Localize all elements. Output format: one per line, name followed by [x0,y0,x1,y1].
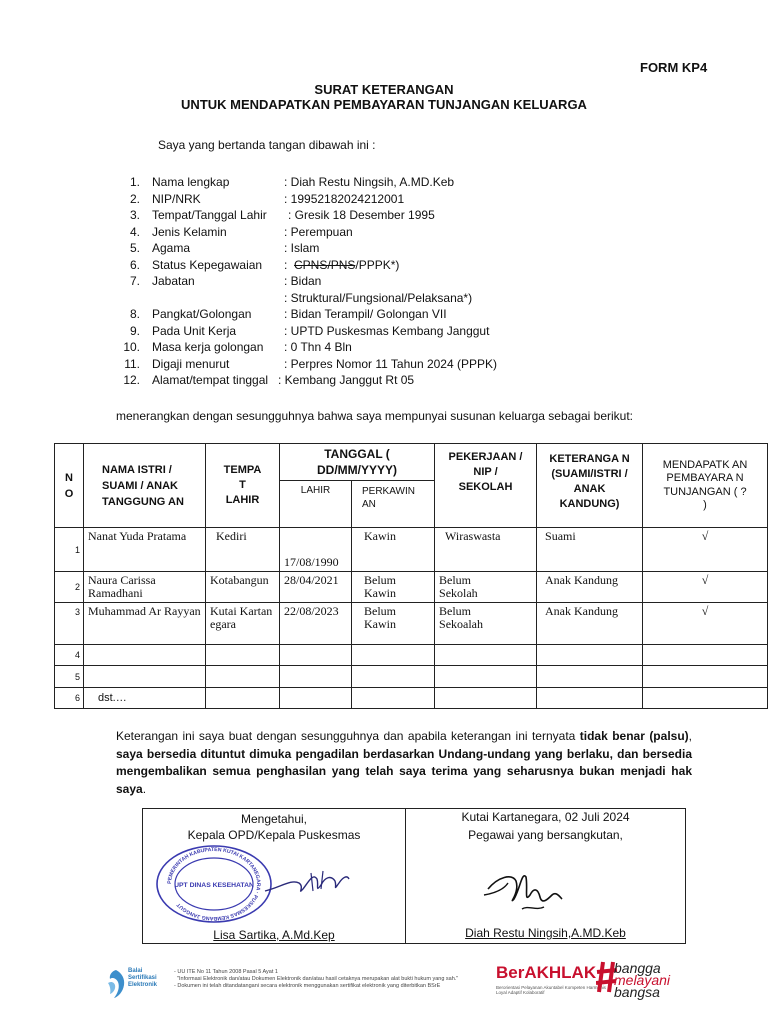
header-name: NAMA ISTRI / SUAMI / ANAK TANGGUNG AN [84,444,206,528]
identity-row [118,273,678,290]
place-date: Kutai Kartanegara, 02 Juli 2024 [461,810,630,824]
identity-label: Digaji menurut [152,356,230,371]
closing-text: . [142,781,147,796]
stamp-center-text: UPT DINAS KESEHATAN [174,882,254,889]
empty-cell [84,645,206,666]
identity-value: : Struktural/Fungsional/Pelaksana*) [284,290,473,305]
identity-number: 11. [124,356,140,371]
empty-cell [643,688,768,709]
status-selected-option: /PPPK*) [355,257,400,272]
member-birth-date: 22/08/2023 [280,603,352,645]
identity-value: : Gresik 18 Desember 1995 [288,208,435,222]
identity-value: : 0 Thn 4 Bln [284,340,352,354]
acknowledged-label: Mengetahui, [240,812,308,826]
header-allowance: MENDAPATK AN PEMBAYARA N TUNJANGAN ( ? ) [643,444,768,528]
status-prefix: : [284,257,295,272]
empty-cell [352,666,435,688]
identity-value: : Bidan [284,274,322,288]
row-number: 1 [55,528,84,572]
member-allowance-check: √ [643,528,768,572]
footer-note: - Dokumen ini telah ditandatangani secara elektronik menggunakan sertifikat elektronik yang diterbitkan BSrE [174,983,441,989]
identity-label: Masa kerja golongan [152,340,264,354]
official-stamp [153,843,275,925]
identity-value: : Perpres Nomor 11 Tahun 2024 (PPPK) [284,356,497,371]
footer-note: "Informasi Elektronik dan/atau Dokumen Elektronik dan/atau hasil cetaknya merupakan alat bukti hukum yang sah." [177,976,459,982]
intro-text: Saya yang bertanda tangan dibawah ini : [158,138,376,152]
identity-number: 9. [129,323,140,338]
empty-cell [206,688,280,709]
empty-cell [435,666,537,688]
row-number: 4 [55,645,84,666]
header-date-marriage: PERKAWIN AN [352,481,435,528]
member-birth-date: 17/08/1990 [280,528,352,572]
header-birthplace: TEMPA T LAHIR [206,444,280,528]
empty-cell [352,645,435,666]
identity-number: 10. [123,340,140,354]
empty-cell [537,688,643,709]
tagline-line: bangsa [614,984,660,1000]
empty-cell [537,645,643,666]
identity-label: Tempat/Tanggal Lahir [152,208,267,222]
member-occupation: Wiraswasta [435,528,537,572]
identity-row [118,306,678,323]
document-subtitle: UNTUK MENDAPATKAN PEMBAYARAN TUNJANGAN KELUARGA [181,97,587,112]
closing-statement [116,728,692,798]
identity-number: 3. [129,208,140,222]
closing-text: Keterangan ini saya buat dengan sesungguhnya dan apabila keterangan ini ternyata [116,729,580,743]
berakhlak-logo: BerAKHLAK [496,963,597,982]
empty-cell [84,666,206,688]
identity-number: 6. [129,257,140,272]
identity-value: : Diah Restu Ningsih, A.MD.Keb [284,175,455,189]
empty-cell [206,645,280,666]
bsre-label-line: Sertifikasi [128,975,157,981]
header-job: PEKERJAAN / NIP / SEKOLAH [435,444,537,528]
family-statement: menerangkan dengan sesungguhnya bahwa saya mempunyai susunan keluarga sebagai berikut: [116,409,634,423]
closing-bold-text: tidak benar (palsu) [579,729,689,743]
member-allowance-check: √ [643,603,768,645]
empty-cell [352,688,435,709]
family-table [54,443,768,709]
row-number: 3 [55,603,84,645]
member-marital-status: Kawin [352,528,435,572]
employee-name: Diah Restu Ningsih,A.MD.Keb [465,926,626,940]
identity-row [118,174,678,191]
identity-row [118,339,678,356]
header-date-group: TANGGAL ( DD/MM/YYYY) [280,444,435,481]
identity-label: Jabatan [152,274,195,288]
identity-label: Jenis Kelamin [152,224,227,239]
empty-cell [537,666,643,688]
member-name: Muhammad Ar Rayyan [84,603,206,645]
identity-row [118,290,678,307]
empty-cell [280,666,352,688]
tagline-line: bangga [614,960,661,976]
empty-cell [206,666,280,688]
row-number: 2 [55,572,84,603]
identity-row [118,372,678,389]
employee-signature [478,859,568,917]
identity-list [118,174,678,389]
member-relation: Suami [537,528,643,572]
identity-label: Alamat/tempat tinggal [152,373,269,387]
member-occupation: Belum Sekolah [435,572,537,603]
table-row [55,666,768,688]
empty-cell [643,666,768,688]
identity-row [118,323,678,340]
member-marital-status: Belum Kawin [352,603,435,645]
signature-box [142,808,686,944]
closing-bold-text: saya bersedia dituntut dimuka pengadilan berdasarkan Undang-undang yang berlaku, dan bersedia mengembalikan semua penghasilan yang telah saya terima yang seharusnya bukan menjadi hak saya [116,746,692,796]
identity-row [118,240,678,257]
table-row [55,528,768,572]
member-birthplace: Kutai Kartanegara [206,603,280,645]
identity-number: 4. [129,224,140,239]
identity-label: Pangkat/Golongan [152,307,252,321]
identity-number: 2. [129,191,140,206]
identity-row [118,191,678,208]
identity-label: Pada Unit Kerja [152,323,237,338]
identity-label: Agama [152,241,191,255]
closing-text: , [688,729,692,743]
empty-cell [280,645,352,666]
identity-row [118,224,678,241]
employee-label: Pegawai yang bersangkutan, [468,828,623,842]
identity-label: NIP/NRK [152,191,201,206]
member-name: Nanat Yuda Pratama [84,528,206,572]
member-allowance-check: √ [643,572,768,603]
header-remarks: KETERANGA N (SUAMI/ISTRI / ANAK KANDUNG) [537,444,643,528]
empty-cell [435,645,537,666]
empty-cell [280,688,352,709]
member-relation: Anak Kandung [537,572,643,603]
identity-number: 7. [129,274,140,288]
header-no: N O [55,444,84,528]
identity-value: : Bidan Terampil/ Golongan VII [284,307,447,321]
identity-row [118,257,678,274]
identity-number: 5. [129,241,140,255]
table-row [55,645,768,666]
identity-value [284,257,399,274]
member-occupation: Belum Sekoalah [435,603,537,645]
identity-row [118,207,678,224]
identity-value: : Kembang Janggut Rt 05 [278,373,415,387]
table-row [55,688,768,709]
identity-value: : UPTD Puskesmas Kembang Janggut [284,323,490,338]
member-birthplace: Kotabangun [206,572,280,603]
head-signature [261,865,351,899]
member-birthplace: Kediri [206,528,280,572]
footer-note: - UU ITE No 11 Tahun 2008 Pasal 5 Ayat 1 [174,969,278,975]
member-name: Naura Carissa Ramadhani [84,572,206,603]
identity-value: : Perempuan [284,224,353,239]
table-header-row [55,444,768,481]
member-name: dst.… [84,688,206,709]
empty-cell [435,688,537,709]
identity-number: 12. [123,373,140,387]
stamp-ring-text: PEMERINTAH KABUPATEN KUTAI KARTANEGARA · PUSKESMAS KEMBANG JANGGUT [166,846,262,922]
identity-number: 1. [129,175,140,189]
header-date-birth: LAHIR [280,481,352,528]
row-number: 5 [55,666,84,688]
row-number: 6 [55,688,84,709]
table-row [55,572,768,603]
bsre-label [128,968,157,989]
empty-cell [643,645,768,666]
bsre-logo-icon [104,967,128,1001]
status-struck-option: CPNS/PNS [294,257,356,272]
member-birth-date: 28/04/2021 [280,572,352,603]
head-name: Lisa Sartika, A.Md.Kep [213,928,335,942]
bsre-label-line: Elektronik [128,982,158,988]
identity-row [118,356,678,373]
identity-label: Nama lengkap [152,175,230,189]
identity-value: : 19952182024212001 [284,191,405,206]
identity-number: 8. [129,307,140,321]
member-relation: Anak Kandung [537,603,643,645]
berakhlak-subtitle: Berorientasi Pelayanan Akuntabel Kompeten Harmonis Loyal Adaptif Kolaboratif [496,985,606,995]
member-marital-status: Belum Kawin [352,572,435,603]
head-title: Kepala OPD/Kepala Puskesmas [187,828,361,842]
form-code: FORM KP4 [640,60,708,75]
identity-value: : Islam [284,241,320,255]
bsre-label-line: Balai [128,968,143,974]
footer-legal-notes [174,969,504,990]
table-row [55,603,768,645]
tagline [614,962,670,998]
tagline-line: melayani [614,972,671,988]
identity-label: Status Kepegawaian [152,257,263,272]
document-title: SURAT KETERANGAN [314,82,454,97]
